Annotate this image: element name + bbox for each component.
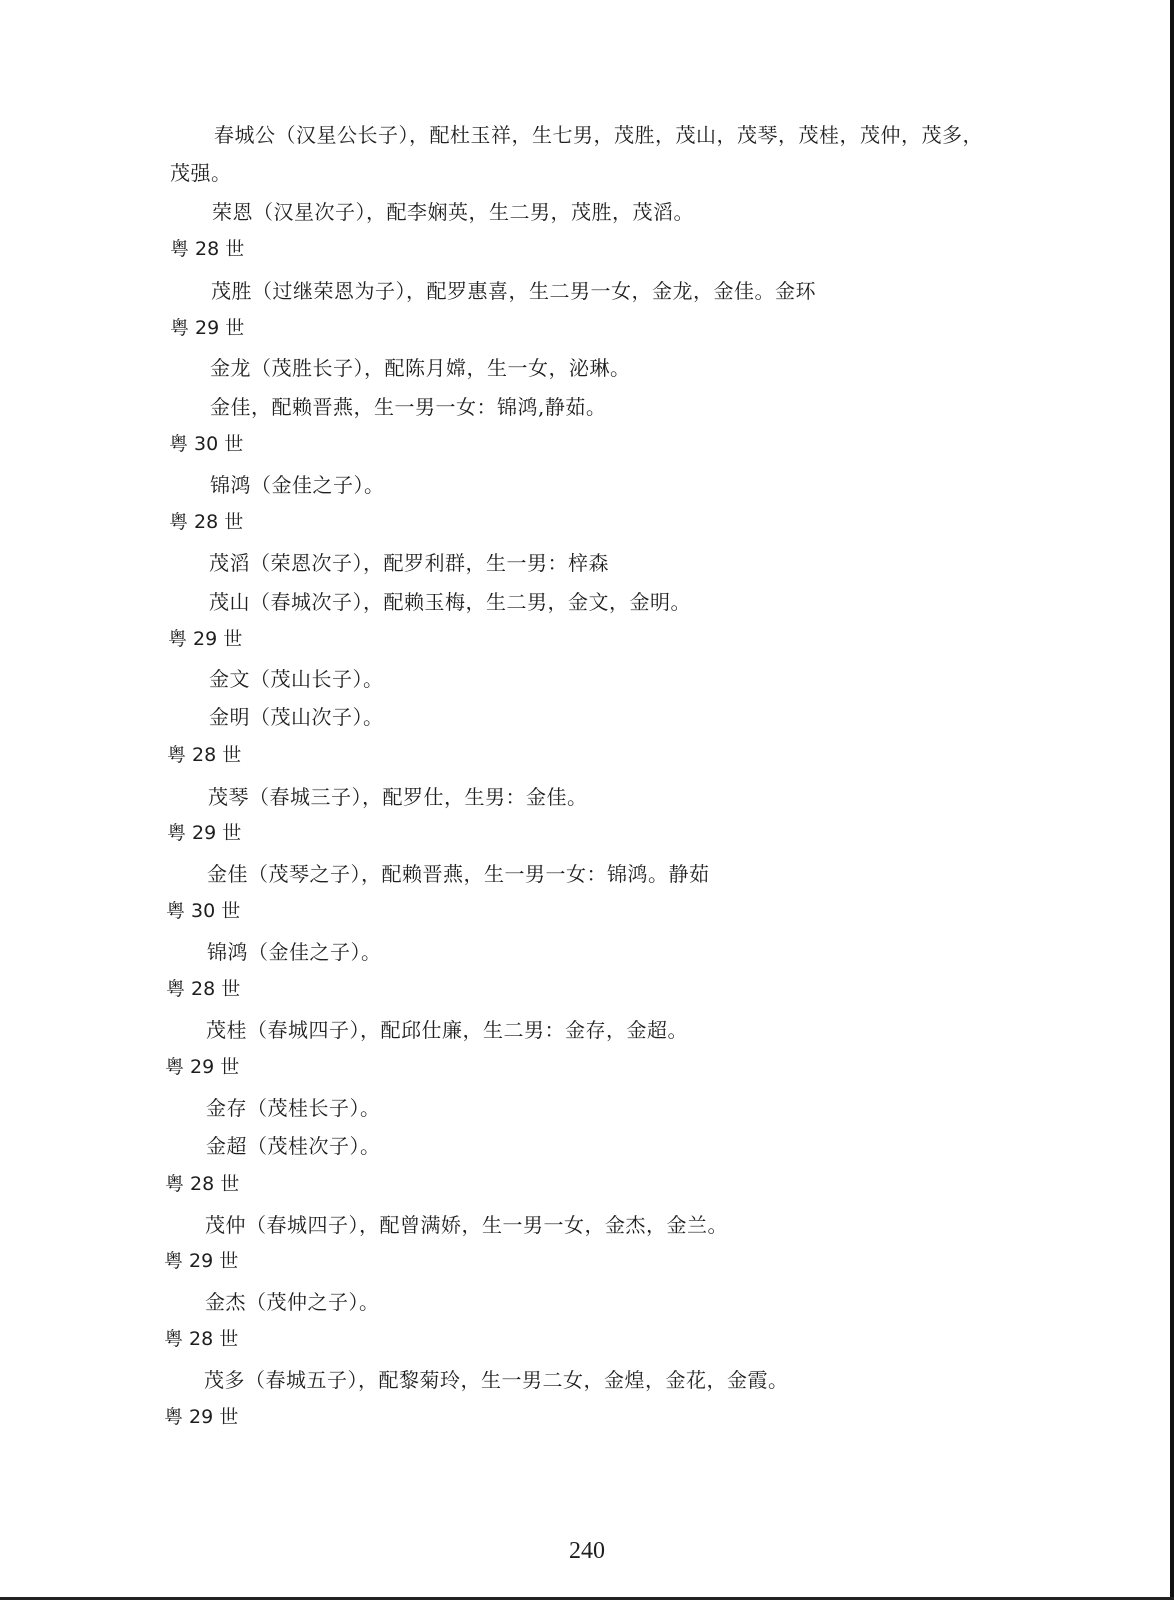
person-entry: 茂强。 (170, 161, 232, 185)
generation-heading: 粤 29 世 (167, 822, 242, 844)
generation-heading: 粤 29 世 (164, 1250, 239, 1272)
generation-heading: 粤 28 世 (166, 978, 241, 1000)
generation-heading: 粤 29 世 (168, 628, 243, 650)
person-entry: 茂胜（过继荣恩为子），配罗惠喜，生二男一女，金龙，金佳。金环 (211, 279, 816, 303)
person-entry: 茂桂（春城四子），配邱仕廉，生二男：金存，金超。 (206, 1018, 688, 1042)
person-entry: 茂琴（春城三子），配罗仕，生男：金佳。 (208, 785, 588, 809)
generation-heading: 粤 29 世 (164, 1406, 239, 1428)
person-entry: 金明（茂山次子）。 (209, 705, 384, 729)
generation-heading: 粤 29 世 (165, 1056, 240, 1078)
scan-edge-right (1170, 0, 1174, 1600)
person-entry: 茂仲（春城四子），配曾满娇，生一男一女，金杰，金兰。 (205, 1213, 728, 1237)
person-entry: 锦鸿（金佳之子）。 (207, 940, 382, 964)
person-entry: 金佳（茂琴之子），配赖晋燕，生一男一女：锦鸿。静茹 (207, 862, 710, 886)
person-entry: 金杰（茂仲之子）。 (205, 1290, 380, 1314)
generation-heading: 粤 30 世 (169, 433, 244, 455)
generation-heading: 粤 28 世 (165, 1173, 240, 1195)
generation-heading: 粤 29 世 (170, 317, 245, 339)
generation-heading: 粤 28 世 (167, 744, 242, 766)
person-entry: 荣恩（汉星次子），配李娴英，生二男，茂胜，茂滔。 (212, 200, 694, 224)
person-entry: 金龙（茂胜长子），配陈月嫦，生一女，泌琳。 (210, 356, 631, 380)
person-entry: 金佳，配赖晋燕，生一男一女：锦鸿,静茹。 (210, 395, 607, 419)
person-entry: 锦鸿（金佳之子）。 (210, 473, 385, 497)
page-number: 240 (569, 1538, 605, 1564)
generation-heading: 粤 28 世 (164, 1328, 239, 1350)
person-entry: 金超（茂桂次子）。 (206, 1134, 381, 1158)
person-entry: 金文（茂山长子）。 (209, 667, 384, 691)
person-entry: 茂山（春城次子），配赖玉梅，生二男，金文，金明。 (209, 590, 691, 614)
person-entry: 春城公（汉星公长子），配杜玉祥，生七男，茂胜，茂山，茂琴，茂桂，茂仲，茂多， (214, 123, 983, 147)
person-entry: 茂滔（荣恩次子），配罗利群，生一男：梓森 (209, 551, 609, 575)
person-entry: 金存（茂桂长子）。 (206, 1096, 381, 1120)
generation-heading: 粤 30 世 (166, 900, 241, 922)
generation-heading: 粤 28 世 (169, 511, 244, 533)
person-entry: 茂多（春城五子），配黎菊玲，生一男二女，金煌，金花，金霞。 (204, 1368, 789, 1392)
generation-heading: 粤 28 世 (170, 238, 245, 260)
